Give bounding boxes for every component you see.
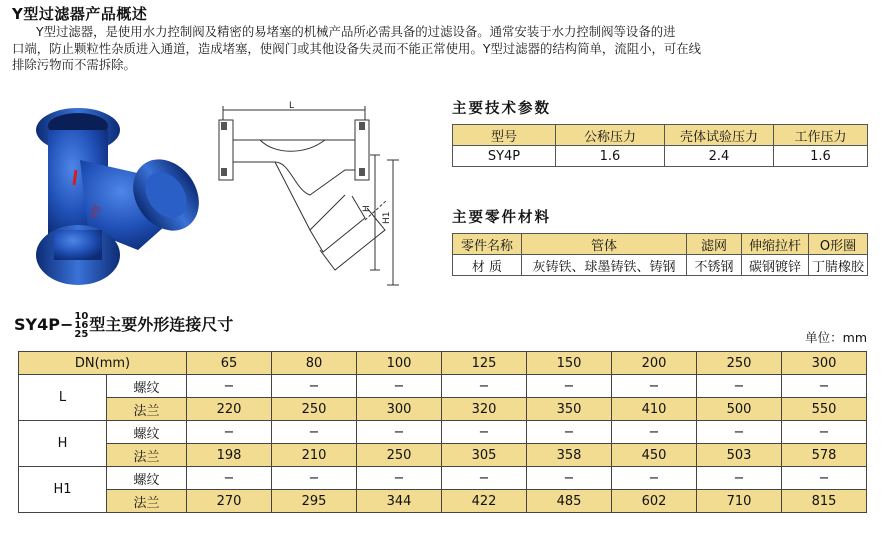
intro-line: Y型过滤器，是使用水力控制阀及精密的易堵塞的机械产品所必需具备的过滤设备。通常安装于水力控制阀等设备的进 bbox=[36, 24, 676, 39]
dims-cell: − bbox=[697, 375, 782, 398]
dims-row-name: L bbox=[19, 375, 107, 421]
dims-cell: − bbox=[612, 375, 697, 398]
dims-cell: 578 bbox=[782, 444, 867, 467]
materials-header-cell: O形圈 bbox=[809, 234, 868, 255]
dims-cell: 220 bbox=[187, 398, 272, 421]
thread-label: 螺纹 bbox=[107, 467, 187, 490]
dims-cell: − bbox=[272, 467, 357, 490]
dims-cell: 602 bbox=[612, 490, 697, 513]
dims-cell: − bbox=[187, 375, 272, 398]
dn-cell: 150 bbox=[527, 352, 612, 375]
materials-cell: 不锈钢 bbox=[687, 255, 742, 276]
label-L: L bbox=[289, 101, 295, 111]
pressure-value: 25 bbox=[74, 329, 89, 340]
dims-cell: 210 bbox=[272, 444, 357, 467]
materials-header-row bbox=[453, 234, 868, 255]
dims-row-name: H1 bbox=[19, 467, 107, 513]
page-title: Y型过滤器产品概述 bbox=[12, 5, 148, 23]
specs-cell: 1.6 bbox=[774, 146, 868, 167]
dims-cell: 270 bbox=[187, 490, 272, 513]
materials-cell: 材 质 bbox=[453, 255, 522, 276]
materials-header-cell: 滤网 bbox=[687, 234, 742, 255]
dims-cell: − bbox=[357, 375, 442, 398]
specs-table bbox=[452, 124, 868, 167]
dims-row-flange bbox=[19, 398, 867, 421]
materials-cell: 灰铸铁、球墨铸铁、铸钢 bbox=[522, 255, 687, 276]
dims-cell: − bbox=[782, 375, 867, 398]
dims-cell: 295 bbox=[272, 490, 357, 513]
dn-label: DN(mm) bbox=[19, 352, 187, 375]
materials-cell: 丁腈橡胶 bbox=[809, 255, 868, 276]
materials-cell: 碳钢镀锌 bbox=[742, 255, 809, 276]
dims-cell: 422 bbox=[442, 490, 527, 513]
dims-cell: − bbox=[272, 375, 357, 398]
specs-header-row bbox=[453, 125, 868, 146]
dn-cell: 125 bbox=[442, 352, 527, 375]
dims-cell: 450 bbox=[612, 444, 697, 467]
label-H: H bbox=[362, 205, 372, 212]
dims-cell: 815 bbox=[782, 490, 867, 513]
dn-cell: 300 bbox=[782, 352, 867, 375]
materials-title: 主要零件材料 bbox=[452, 210, 551, 226]
dims-cell: − bbox=[697, 421, 782, 444]
dimension-drawing bbox=[215, 100, 405, 290]
dims-cell: 358 bbox=[527, 444, 612, 467]
dims-cell: − bbox=[782, 467, 867, 490]
valve-photo bbox=[18, 100, 200, 300]
materials-header-cell: 管体 bbox=[522, 234, 687, 255]
materials-header-cell: 零件名称 bbox=[453, 234, 522, 255]
dims-row-flange bbox=[19, 444, 867, 467]
label-H1: H1 bbox=[382, 211, 392, 224]
specs-row bbox=[453, 146, 868, 167]
dims-cell: 320 bbox=[442, 398, 527, 421]
dims-cell: − bbox=[527, 421, 612, 444]
specs-cell: 1.6 bbox=[556, 146, 665, 167]
svg-text:Y型: Y型 bbox=[89, 203, 104, 222]
flange-label: 法兰 bbox=[107, 490, 187, 513]
thread-label: 螺纹 bbox=[107, 375, 187, 398]
dims-cell: 550 bbox=[782, 398, 867, 421]
dims-cell: − bbox=[442, 467, 527, 490]
dims-cell: 198 bbox=[187, 444, 272, 467]
dims-cell: − bbox=[527, 467, 612, 490]
specs-header-cell: 工作压力 bbox=[774, 125, 868, 146]
dn-cell: 80 bbox=[272, 352, 357, 375]
dims-cell: − bbox=[612, 467, 697, 490]
dims-cell: 250 bbox=[357, 444, 442, 467]
dims-header-row bbox=[19, 352, 867, 375]
dims-cell: − bbox=[187, 467, 272, 490]
dims-cell: 300 bbox=[357, 398, 442, 421]
dims-cell: 350 bbox=[527, 398, 612, 421]
dims-cell: 250 bbox=[272, 398, 357, 421]
dims-cell: − bbox=[357, 421, 442, 444]
materials-header-cell: 伸缩拉杆 bbox=[742, 234, 809, 255]
intro-paragraph bbox=[12, 24, 876, 74]
dn-cell: 250 bbox=[697, 352, 782, 375]
specs-title: 主要技术参数 bbox=[452, 101, 551, 117]
materials-row bbox=[453, 255, 868, 276]
dims-cell: 344 bbox=[357, 490, 442, 513]
pressure-stack bbox=[74, 312, 88, 339]
dims-row-thread bbox=[19, 467, 867, 490]
flange-label: 法兰 bbox=[107, 444, 187, 467]
dims-cell: 503 bbox=[697, 444, 782, 467]
thread-label: 螺纹 bbox=[107, 421, 187, 444]
dims-cell: − bbox=[782, 421, 867, 444]
dims-cell: − bbox=[272, 421, 357, 444]
dims-title-suffix: 型主要外形连接尺寸 bbox=[89, 315, 234, 334]
dims-title-prefix: SY4P− bbox=[14, 315, 74, 334]
flange-label: 法兰 bbox=[107, 398, 187, 421]
dims-row-flange bbox=[19, 490, 867, 513]
dn-cell: 100 bbox=[357, 352, 442, 375]
specs-header-cell: 壳体试验压力 bbox=[665, 125, 774, 146]
dims-row-name: H bbox=[19, 421, 107, 467]
dims-cell: − bbox=[612, 421, 697, 444]
pressure-value: 16 bbox=[74, 320, 89, 331]
dims-cell: 410 bbox=[612, 398, 697, 421]
specs-header-cell: 型号 bbox=[453, 125, 556, 146]
dims-title bbox=[14, 312, 233, 339]
specs-cell: SY4P bbox=[453, 146, 556, 167]
dims-row-thread bbox=[19, 421, 867, 444]
specs-cell: 2.4 bbox=[665, 146, 774, 167]
dims-cell: 485 bbox=[527, 490, 612, 513]
intro-line: 口端，防止颗粒性杂质进入通道，造成堵塞，使阀门或其他设备失灵而不能正常使用。Y型过滤器的结构简单，流阻小，可在线 bbox=[12, 40, 702, 56]
dn-cell: 200 bbox=[612, 352, 697, 375]
dimensions-table bbox=[18, 351, 867, 513]
dims-cell: − bbox=[442, 421, 527, 444]
dn-cell: 65 bbox=[187, 352, 272, 375]
dims-cell: − bbox=[527, 375, 612, 398]
unit-label: 单位：mm bbox=[805, 330, 867, 345]
dims-cell: 500 bbox=[697, 398, 782, 421]
dims-cell: 305 bbox=[442, 444, 527, 467]
dims-cell: − bbox=[442, 375, 527, 398]
intro-line: 排除污物而不需拆除。 bbox=[12, 57, 136, 72]
pressure-value: 10 bbox=[74, 311, 89, 322]
dims-cell: 710 bbox=[697, 490, 782, 513]
dims-row-thread bbox=[19, 375, 867, 398]
dims-cell: − bbox=[697, 467, 782, 490]
dims-cell: − bbox=[357, 467, 442, 490]
materials-table bbox=[452, 233, 868, 276]
specs-header-cell: 公称压力 bbox=[556, 125, 665, 146]
dims-cell: − bbox=[187, 421, 272, 444]
